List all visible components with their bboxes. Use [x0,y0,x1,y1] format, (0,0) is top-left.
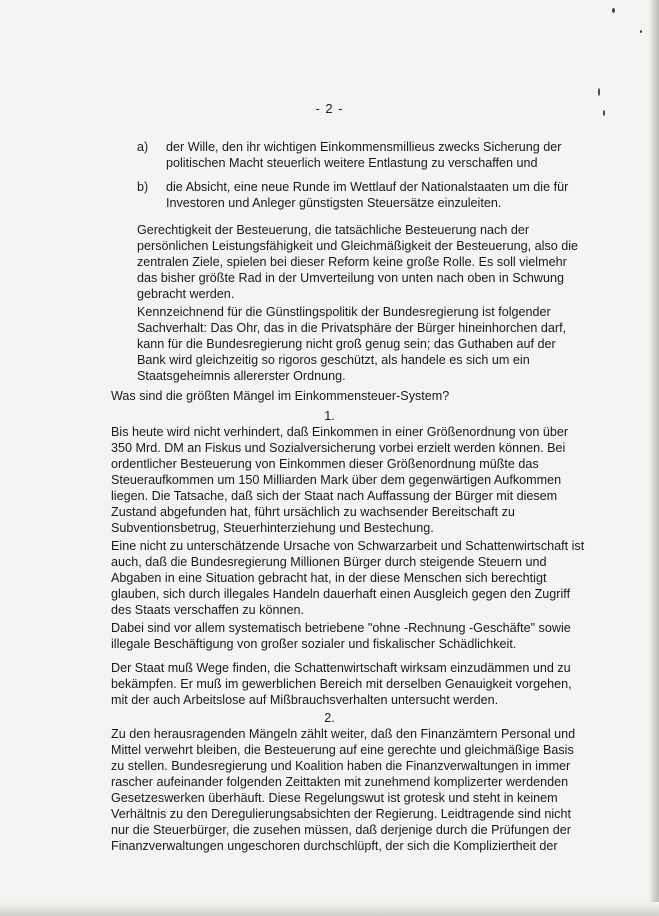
paragraph-line: Der Staat muß Wege finden, die Schattenwirtschaft wirksam einzudämmen und zu [111,661,571,675]
list-marker-b: b) [137,180,149,194]
section-1-number: 1. [324,409,335,423]
paragraph-line: Zu den herausragenden Mängeln zählt weiter, daß den Finanzämtern Personal und [111,727,576,741]
paragraph-line: persönlichen Leistungsfähigkeit und Gleichmäßigkeit der Besteuerung, also die [137,239,579,253]
paragraph-line: zentralen Ziele, spielen bei dieser Reform keine große Rolle. Es soll vielmehr [137,255,567,269]
page-number: - 2 - [315,101,344,116]
paragraph-line: Steueraufkommen um 150 Milliarden Mark über dem gegenwärtigen Aufkommen [111,473,562,487]
paragraph-line: kann für die Bundesregierung nicht groß genug sein; das Guthaben auf der [137,337,556,351]
paragraph-line: Mittel verwehrt bleiben, die Besteuerung auf eine gerechte und gleichmäßige Basis [111,743,574,757]
list-item-a-line-2: politischen Macht steuerlich weitere Entlastung zu verschaffen und [166,156,538,170]
scan-speck [598,88,600,96]
paragraph-line: Kennzeichnend für die Günstlingspolitik der Bundesregierung ist folgender [137,305,551,319]
paragraph-line: Bank wird gleichzeitig so rigoros geschützt, als handele es sich um ein [137,353,530,367]
paragraph-line: liegen. Die Tatsache, daß sich der Staat nach Auffassung der Bürger mit diesem [111,489,558,503]
list-item-b-line-1: die Absicht, eine neue Runde im Wettlauf der Nationalstaaten um die für [166,180,569,194]
paragraph-line: Bis heute wird nicht verhindert, daß Einkommen in einer Größenordnung von über [111,425,569,439]
paragraph-line: glauben, sich durch illegales Handeln dauerhaft einen Ausgleich gegen den Zugriff [111,587,571,601]
paragraph-line: Sachverhalt: Das Ohr, das in die Privatsphäre der Bürger hineinhorchen darf, [137,321,567,335]
paragraph-line: Eine nicht zu unterschätzende Ursache von Schwarzarbeit und Schattenwirtschaft ist [111,539,585,553]
paragraph-line: illegale Beschäftigung von großer sozialer und fiskalischer Schädlichkeit. [111,637,517,651]
paragraph-line: Finanzverwaltungen ungeschoren durchschlüpft, der sich die Kompliziertheit der [111,839,558,853]
paragraph-line: auch, daß die Bundesregierung Millionen Bürger durch steigende Steuern und [111,555,547,569]
paragraph-line: Verhältnis zu den Deregulierungsabsichten der Regierung. Leidtragende sind nicht [111,807,571,821]
paragraph-line: rascher aufeinander folgenden Zeittakten mit zunehmend komplizerter werdenden [111,775,569,789]
section-2-number: 2. [324,711,335,725]
paragraph-line: Gesetzeswerken überhäuft. Diese Regelungswut ist grotesk und steht in keinem [111,791,558,805]
paragraph-line: Dabei sind vor allem systematisch betriebene "ohne -Rechnung -Geschäfte" sowie [111,621,571,635]
paragraph-line: gebracht werden. [137,287,235,301]
paragraph-line: nur die Steuerbürger, die zusehen müssen, daß derjenige durch die Prüfungen der [111,823,571,837]
paragraph-line: Zustand abgefunden hat, führt ursächlich zu wachsender Bereitschaft zu [111,505,515,519]
paragraph-line: mit der auch Arbeitslose auf Mißbrauchsverhalten untersucht werden. [111,693,499,707]
paragraph-line: Abgaben in eine Situation gebracht hat, in der diese Menschen sich berechtigt [111,571,547,585]
paragraph-line: Gerechtigkeit der Besteuerung, die tatsächliche Besteuerung nach der [137,223,530,237]
paragraph-line: das bisher größte Rad in der Umverteilung von unten nach oben in Schwung [137,271,565,285]
list-item-a-line-1: der Wille, den ihr wichtigen Einkommensmillieus zwecks Sicherung der [166,140,562,154]
scan-speck [640,30,642,33]
scan-speck [612,8,615,13]
paragraph-line: des Staats verschaffen zu können. [111,603,304,617]
paragraph-line: Subventionsbetrug, Steuerhinterziehung und Bestechung. [111,521,434,535]
paragraph-line: 350 Mrd. DM an Fiskus und Sozialversicherung vorbei erzielt werden können. Bei [111,441,566,455]
list-item-b-line-2: Investoren und Anleger günstigsten Steuersätze einzuleiten. [166,196,502,210]
section-question: Was sind die größten Mängel im Einkommensteuer-System? [111,389,450,403]
scan-edge-shadow [649,0,659,916]
scan-bottom-shadow [0,902,659,916]
paragraph-line: ordentlicher Besteuerung von Einkommen dieser Größenordnung müßte das [111,457,539,471]
paragraph-line: bekämpfen. Er muß im gewerblichen Bereich mit derselben Genauigkeit vorgehen, [111,677,572,691]
paragraph-line: zu stellen. Bundesregierung und Koalition haben die Finanzverwaltungen in immer [111,759,571,773]
list-marker-a: a) [137,140,149,154]
paragraph-line: Staatsgeheimnis allererster Ordnung. [137,369,346,383]
